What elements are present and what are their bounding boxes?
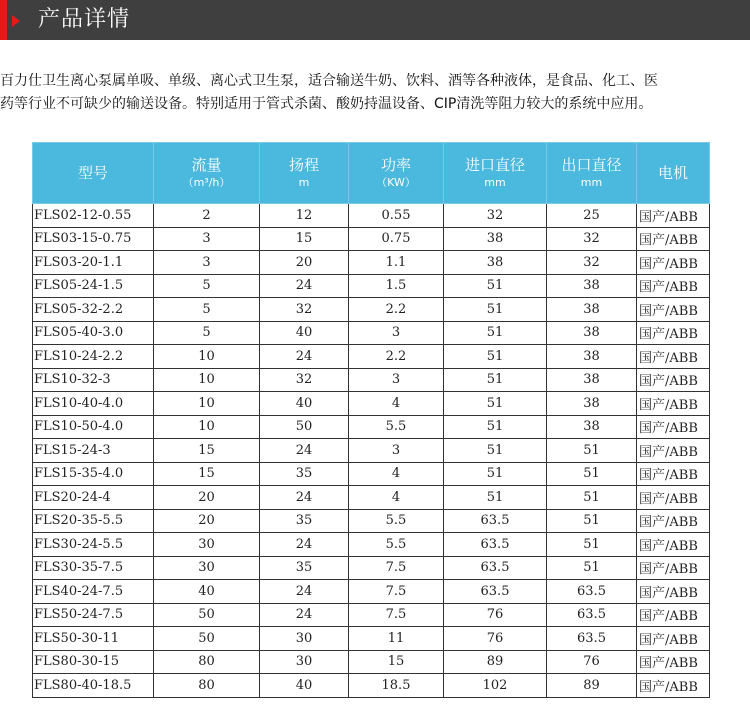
- cell-model: FLS05-40-3.0: [33, 321, 154, 345]
- cell-motor: 国产/ABB: [637, 415, 710, 439]
- cell-power: 5.5: [349, 415, 444, 439]
- cell-motor: 国产/ABB: [637, 298, 710, 322]
- cell-inlet: 51: [444, 298, 547, 322]
- table-row: [33, 439, 710, 463]
- cell-outlet: 63.5: [547, 580, 637, 604]
- cell-flow: 30: [154, 533, 260, 557]
- table-row: [33, 251, 710, 275]
- cell-model: FLS50-24-7.5: [33, 603, 154, 627]
- cell-head: 35: [260, 556, 349, 580]
- cell-head: 20: [260, 251, 349, 275]
- table-row: [33, 603, 710, 627]
- cell-head: 24: [260, 274, 349, 298]
- table-row: [33, 274, 710, 298]
- cell-motor: 国产/ABB: [637, 251, 710, 275]
- cell-power: 1.1: [349, 251, 444, 275]
- cell-power: 3: [349, 368, 444, 392]
- cell-power: 3: [349, 321, 444, 345]
- cell-model: FLS10-24-2.2: [33, 345, 154, 369]
- cell-flow: 15: [154, 439, 260, 463]
- cell-inlet: 102: [444, 674, 547, 698]
- cell-head: 30: [260, 627, 349, 651]
- cell-inlet: 51: [444, 321, 547, 345]
- cell-power: 2.2: [349, 345, 444, 369]
- cell-motor: 国产/ABB: [637, 533, 710, 557]
- cell-head: 50: [260, 415, 349, 439]
- cell-flow: 10: [154, 345, 260, 369]
- cell-motor: 国产/ABB: [637, 556, 710, 580]
- cell-outlet: 51: [547, 556, 637, 580]
- cell-power: 7.5: [349, 556, 444, 580]
- cell-flow: 50: [154, 603, 260, 627]
- cell-power: 4: [349, 462, 444, 486]
- table-row: [33, 627, 710, 651]
- cell-head: 12: [260, 204, 349, 228]
- cell-model: FLS05-24-1.5: [33, 274, 154, 298]
- cell-head: 35: [260, 509, 349, 533]
- cell-motor: 国产/ABB: [637, 274, 710, 298]
- triangle-icon: [12, 15, 20, 27]
- cell-outlet: 51: [547, 509, 637, 533]
- spec-table: [32, 142, 710, 698]
- table-row: [33, 321, 710, 345]
- cell-inlet: 38: [444, 227, 547, 251]
- cell-model: FLS40-24-7.5: [33, 580, 154, 604]
- cell-inlet: 51: [444, 439, 547, 463]
- cell-power: 7.5: [349, 580, 444, 604]
- cell-inlet: 63.5: [444, 580, 547, 604]
- cell-model: FLS15-24-3: [33, 439, 154, 463]
- table-row: [33, 674, 710, 698]
- cell-outlet: 38: [547, 392, 637, 416]
- cell-motor: 国产/ABB: [637, 674, 710, 698]
- cell-model: FLS10-50-4.0: [33, 415, 154, 439]
- cell-motor: 国产/ABB: [637, 603, 710, 627]
- cell-power: 5.5: [349, 533, 444, 557]
- cell-inlet: 51: [444, 486, 547, 510]
- cell-outlet: 89: [547, 674, 637, 698]
- cell-inlet: 51: [444, 392, 547, 416]
- cell-flow: 2: [154, 204, 260, 228]
- table-row: [33, 462, 710, 486]
- cell-outlet: 38: [547, 298, 637, 322]
- table-row: [33, 533, 710, 557]
- cell-inlet: 51: [444, 274, 547, 298]
- cell-power: 0.55: [349, 204, 444, 228]
- cell-inlet: 32: [444, 204, 547, 228]
- cell-outlet: 32: [547, 251, 637, 275]
- cell-power: 3: [349, 439, 444, 463]
- cell-outlet: 51: [547, 533, 637, 557]
- cell-flow: 10: [154, 392, 260, 416]
- col-header-flow: 流量 （m³/h）: [154, 143, 260, 204]
- table-row: [33, 204, 710, 228]
- cell-outlet: 63.5: [547, 627, 637, 651]
- table-row: [33, 486, 710, 510]
- col-header-motor: 电机: [637, 143, 710, 204]
- cell-flow: 3: [154, 227, 260, 251]
- cell-motor: 国产/ABB: [637, 650, 710, 674]
- cell-motor: 国产/ABB: [637, 368, 710, 392]
- cell-power: 1.5: [349, 274, 444, 298]
- table-row: [33, 345, 710, 369]
- cell-inlet: 63.5: [444, 509, 547, 533]
- cell-model: FLS10-32-3: [33, 368, 154, 392]
- cell-outlet: 63.5: [547, 603, 637, 627]
- cell-power: 0.75: [349, 227, 444, 251]
- cell-power: 4: [349, 486, 444, 510]
- cell-outlet: 38: [547, 321, 637, 345]
- cell-head: 40: [260, 674, 349, 698]
- col-header-model: 型号: [33, 143, 154, 204]
- cell-inlet: 89: [444, 650, 547, 674]
- cell-model: FLS30-24-5.5: [33, 533, 154, 557]
- cell-flow: 20: [154, 509, 260, 533]
- table-row: [33, 415, 710, 439]
- cell-motor: 国产/ABB: [637, 462, 710, 486]
- cell-motor: 国产/ABB: [637, 580, 710, 604]
- cell-model: FLS03-20-1.1: [33, 251, 154, 275]
- cell-power: 11: [349, 627, 444, 651]
- cell-flow: 5: [154, 321, 260, 345]
- cell-flow: 40: [154, 580, 260, 604]
- cell-outlet: 51: [547, 439, 637, 463]
- cell-motor: 国产/ABB: [637, 204, 710, 228]
- cell-head: 24: [260, 486, 349, 510]
- cell-flow: 3: [154, 251, 260, 275]
- cell-outlet: 25: [547, 204, 637, 228]
- cell-inlet: 51: [444, 345, 547, 369]
- cell-head: 24: [260, 603, 349, 627]
- cell-inlet: 38: [444, 251, 547, 275]
- cell-head: 15: [260, 227, 349, 251]
- cell-flow: 80: [154, 650, 260, 674]
- header-accent-bar: [0, 0, 7, 40]
- table-row: [33, 580, 710, 604]
- cell-flow: 5: [154, 274, 260, 298]
- cell-model: FLS10-40-4.0: [33, 392, 154, 416]
- cell-outlet: 51: [547, 486, 637, 510]
- cell-model: FLS05-32-2.2: [33, 298, 154, 322]
- cell-model: FLS03-15-0.75: [33, 227, 154, 251]
- cell-power: 7.5: [349, 603, 444, 627]
- cell-flow: 50: [154, 627, 260, 651]
- cell-head: 32: [260, 368, 349, 392]
- cell-outlet: 32: [547, 227, 637, 251]
- cell-motor: 国产/ABB: [637, 486, 710, 510]
- cell-head: 40: [260, 321, 349, 345]
- cell-outlet: 76: [547, 650, 637, 674]
- table-row: [33, 298, 710, 322]
- table-row: [33, 227, 710, 251]
- cell-flow: 10: [154, 415, 260, 439]
- cell-flow: 20: [154, 486, 260, 510]
- cell-head: 24: [260, 533, 349, 557]
- cell-flow: 30: [154, 556, 260, 580]
- cell-model: FLS30-35-7.5: [33, 556, 154, 580]
- cell-flow: 15: [154, 462, 260, 486]
- cell-head: 40: [260, 392, 349, 416]
- col-header-inlet: 进口直径 mm: [444, 143, 547, 204]
- cell-outlet: 51: [547, 462, 637, 486]
- table-row: [33, 556, 710, 580]
- col-header-power: 功率 （KW）: [349, 143, 444, 204]
- cell-head: 24: [260, 345, 349, 369]
- cell-head: 24: [260, 580, 349, 604]
- col-header-outlet: 出口直径 mm: [547, 143, 637, 204]
- cell-power: 5.5: [349, 509, 444, 533]
- cell-motor: 国产/ABB: [637, 227, 710, 251]
- table-header-row: [33, 143, 710, 204]
- cell-motor: 国产/ABB: [637, 321, 710, 345]
- cell-motor: 国产/ABB: [637, 392, 710, 416]
- cell-power: 2.2: [349, 298, 444, 322]
- cell-outlet: 38: [547, 345, 637, 369]
- col-header-head: 扬程 m: [260, 143, 349, 204]
- cell-model: FLS20-24-4: [33, 486, 154, 510]
- cell-outlet: 38: [547, 415, 637, 439]
- cell-model: FLS50-30-11: [33, 627, 154, 651]
- cell-flow: 80: [154, 674, 260, 698]
- cell-inlet: 63.5: [444, 556, 547, 580]
- cell-inlet: 76: [444, 603, 547, 627]
- cell-head: 35: [260, 462, 349, 486]
- cell-model: FLS15-35-4.0: [33, 462, 154, 486]
- cell-outlet: 38: [547, 368, 637, 392]
- cell-motor: 国产/ABB: [637, 439, 710, 463]
- cell-head: 24: [260, 439, 349, 463]
- table-row: [33, 650, 710, 674]
- table-row: [33, 392, 710, 416]
- cell-power: 4: [349, 392, 444, 416]
- cell-flow: 5: [154, 298, 260, 322]
- cell-model: FLS02-12-0.55: [33, 204, 154, 228]
- cell-inlet: 51: [444, 462, 547, 486]
- cell-motor: 国产/ABB: [637, 509, 710, 533]
- section-title: 产品详情: [38, 7, 131, 32]
- product-description: [0, 70, 750, 116]
- cell-power: 15: [349, 650, 444, 674]
- cell-inlet: 51: [444, 415, 547, 439]
- cell-head: 30: [260, 650, 349, 674]
- cell-flow: 10: [154, 368, 260, 392]
- cell-power: 18.5: [349, 674, 444, 698]
- cell-inlet: 76: [444, 627, 547, 651]
- description-line-2: 药等行业不可缺少的输送设备。特别适用于管式杀菌、酸奶持温设备、CIP清洗等阻力较大的系统中应用。: [0, 96, 653, 112]
- cell-model: FLS80-30-15: [33, 650, 154, 674]
- cell-motor: 国产/ABB: [637, 627, 710, 651]
- cell-model: FLS80-40-18.5: [33, 674, 154, 698]
- description-line-1: 百力仕卫生离心泵属单吸、单级、离心式卫生泵，适合输送牛奶、饮料、酒等各种液体，是食品、化工、医: [0, 73, 658, 89]
- cell-head: 32: [260, 298, 349, 322]
- cell-inlet: 51: [444, 368, 547, 392]
- table-row: [33, 509, 710, 533]
- cell-motor: 国产/ABB: [637, 345, 710, 369]
- cell-outlet: 38: [547, 274, 637, 298]
- table-row: [33, 368, 710, 392]
- section-header: [0, 0, 750, 40]
- cell-inlet: 63.5: [444, 533, 547, 557]
- cell-model: FLS20-35-5.5: [33, 509, 154, 533]
